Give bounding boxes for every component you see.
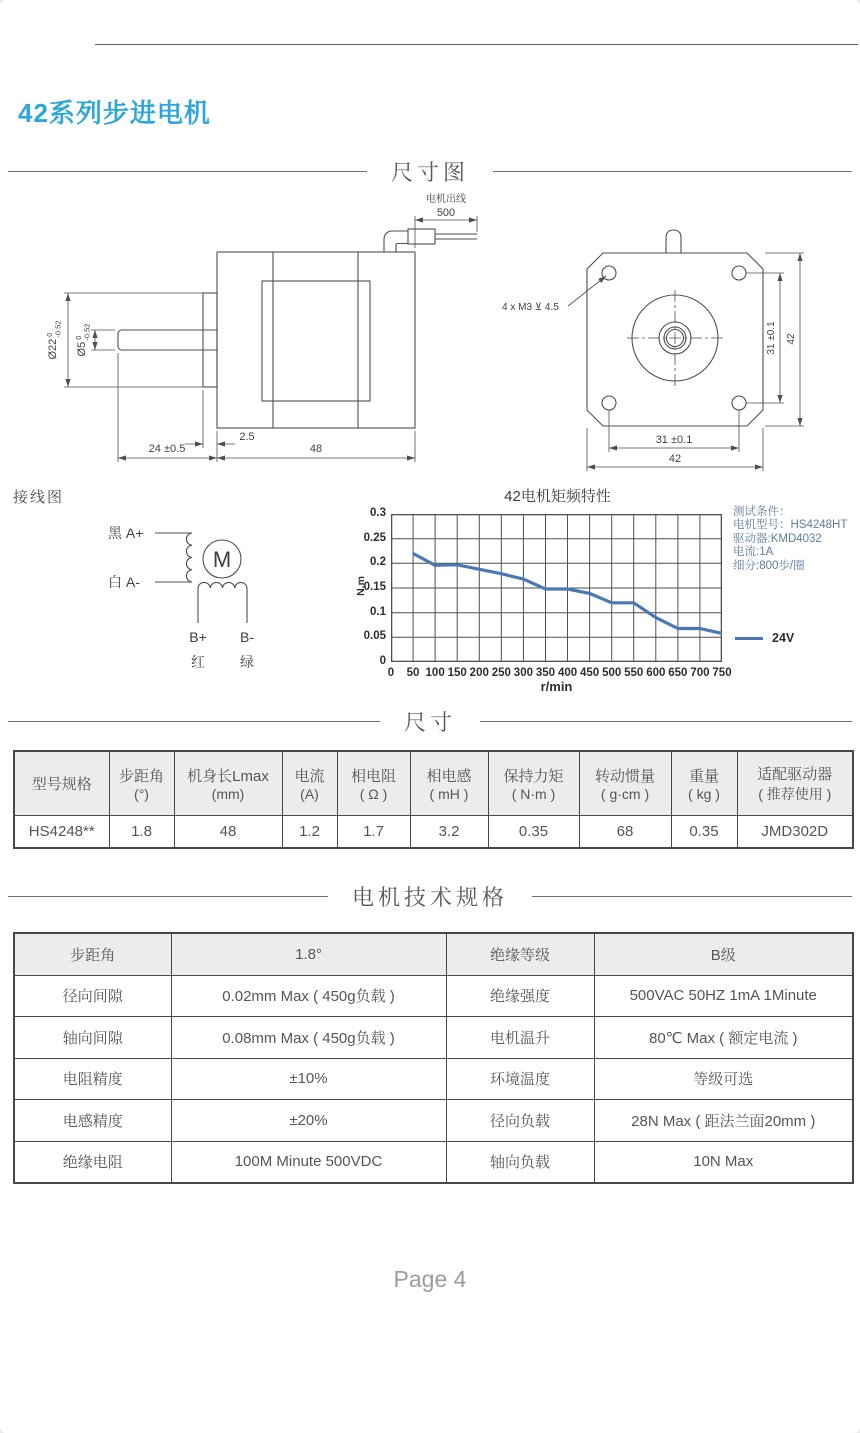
spec-value: B级 (594, 933, 853, 975)
y-tick-label: 0.2 (370, 556, 386, 569)
spec-label: 轴向间隙 (14, 1017, 171, 1059)
lead-wire-label: 电机出线 (426, 194, 466, 205)
wiring-diagram-title: 接线图 (13, 489, 65, 506)
x-tick-label: 150 (447, 667, 467, 679)
pilot-boss (203, 293, 217, 387)
x-tick-label: 350 (535, 667, 556, 679)
x-tick-label: 400 (557, 667, 578, 679)
table-header-row (14, 751, 853, 816)
cell-current: 1.2 (282, 816, 337, 849)
x-tick-label: 50 (406, 667, 420, 679)
cell-rotor-inertia: 68 (579, 816, 671, 849)
section-title: 尺寸 (404, 710, 457, 735)
cell-phase-inductance: 3.2 (410, 816, 488, 849)
page-title: 42系列步进电机 (18, 98, 211, 128)
col-header: 电流 (A) (282, 751, 337, 816)
chart-y-axis-label: N.m (354, 576, 367, 596)
section-header-specifications (8, 881, 852, 912)
y-tick-label: 0.1 (370, 605, 386, 618)
test-condition-line: 细分:800步/圈 (733, 559, 805, 572)
col-header: 机身长Lmax (mm) (174, 751, 282, 816)
specifications-table (13, 932, 854, 1184)
test-condition-line: 电流:1A (733, 546, 774, 559)
test-condition-line: 测试条件： (733, 506, 791, 518)
spec-label: 电感精度 (14, 1100, 171, 1142)
mount-holes-callout: 4 x M3 ⊻ 4.5 (502, 302, 559, 313)
dim-hole-spacing-h: 31 ±0.1 (655, 434, 693, 446)
spec-label: 电机温升 (446, 1017, 594, 1059)
spec-value: 28N Max ( 距法兰面20mm ) (594, 1100, 853, 1142)
page-number: Page 4 (393, 1266, 467, 1292)
wiring-diagram (100, 515, 280, 675)
col-header: 相电阻 ( Ω ) (337, 751, 410, 816)
cell-driver: JMD302D (737, 816, 853, 849)
spec-value: 0.08mm Max ( 450g负载 ) (171, 1017, 446, 1059)
col-header: 转动惯量 ( g·cm ) (579, 751, 671, 816)
table-row (14, 1058, 853, 1100)
dim-overall-height: 42 (786, 333, 797, 345)
legend-label: 24V (772, 631, 795, 645)
x-tick-label: 250 (491, 667, 511, 679)
col-header: 保持力矩 ( N·m ) (488, 751, 579, 816)
spec-value: 1.8° (171, 933, 446, 975)
section-header-dimension-drawing (8, 156, 852, 187)
y-tick-label: 0.05 (363, 630, 386, 643)
dim-shaft-dia: $Ø5^0-0.52$ (74, 323, 92, 357)
spec-value: 500VAC 50HZ 1mA 1Minute (594, 975, 853, 1017)
lead-wire-connector (408, 229, 435, 244)
side-view-drawing (40, 190, 490, 475)
spec-label: 环境温度 (446, 1058, 594, 1100)
spec-value: 10N Max (594, 1141, 853, 1183)
phase-a-plus-label: 黑 A+ (108, 525, 144, 541)
test-conditions (733, 506, 847, 573)
section-title: 电机技术规格 (352, 885, 509, 910)
col-header: 适配驱动器 ( 推荐使用 ) (737, 751, 853, 816)
header-rule-left (8, 896, 328, 897)
dim-flange-dia: $Ø22^0-0.52$ (45, 320, 63, 360)
b-minus-wire-color: 绿 (240, 654, 254, 670)
motor-shaft (118, 330, 217, 350)
test-condition-line: 驱动器:KMD4032 (733, 532, 822, 545)
b-plus-wire-color: 红 (191, 654, 205, 670)
phase-b-plus-label: B+ (189, 629, 207, 645)
mount-hole (732, 396, 746, 410)
chart-legend (735, 631, 794, 645)
chart-title: 42电机矩频特性 (504, 488, 611, 505)
table-row (14, 975, 853, 1017)
cell-weight: 0.35 (671, 816, 737, 849)
header-rule-right (532, 896, 852, 897)
dim-shaft-length: 24 ±0.5 (148, 443, 186, 455)
spec-label: 电阻精度 (14, 1058, 171, 1100)
spec-label: 径向间隙 (14, 975, 171, 1017)
phase-b-minus-label: B- (240, 629, 254, 645)
test-condition-line: 电机型号：HS4248HT (733, 519, 848, 532)
phase-a-coil (186, 533, 192, 582)
cell-body-length: 48 (174, 816, 282, 849)
col-header: 相电感 ( mH ) (410, 751, 488, 816)
spec-label: 轴向负载 (446, 1141, 594, 1183)
y-tick-label: 0 (379, 655, 386, 667)
x-tick-label: 200 (469, 667, 489, 679)
dimensions-table (13, 750, 854, 849)
dim-pilot-depth: 2.5 (239, 431, 255, 443)
dim-body-length: 48 (309, 443, 323, 455)
header-rule-right (480, 721, 852, 722)
x-tick-label: 650 (668, 667, 688, 679)
col-header: 重量 ( kg ) (671, 751, 737, 816)
table-row (14, 1017, 853, 1059)
torque-frequency-chart (354, 485, 860, 700)
header-rule-left (8, 171, 367, 172)
phase-b-coil (198, 582, 247, 588)
section-title: 尺寸图 (391, 160, 470, 185)
spec-value: 80℃ Max ( 额定电流 ) (594, 1017, 853, 1059)
col-header: 型号规格 (14, 751, 109, 816)
x-tick-label: 100 (425, 667, 445, 679)
spec-label: 径向负载 (446, 1100, 594, 1142)
x-tick-label: 450 (580, 667, 600, 679)
motor-label-area (262, 281, 370, 401)
mount-hole (602, 396, 616, 410)
dim-hole-spacing-v: 31 ±0.1 (766, 321, 777, 355)
top-rule (95, 44, 858, 45)
cable-exit-bump (666, 230, 681, 253)
x-tick-label: 600 (646, 667, 666, 679)
chart-plot-area (391, 514, 722, 662)
header-rule-right (493, 171, 852, 172)
table-row (14, 1141, 853, 1183)
phase-a-minus-label: 白 A- (108, 574, 140, 590)
spec-value: 0.02mm Max ( 450g负载 ) (171, 975, 446, 1017)
x-tick-label: 300 (513, 667, 533, 679)
dim-overall-width: 42 (668, 453, 682, 465)
x-tick-label: 700 (690, 667, 710, 679)
x-tick-label: 550 (624, 667, 644, 679)
table-row (14, 1100, 853, 1142)
legend-line-swatch (735, 637, 763, 640)
cell-step-angle: 1.8 (109, 816, 174, 849)
table-row (14, 816, 853, 849)
spec-label: 步距角 (14, 933, 171, 975)
chart-x-axis-label: r/min (540, 679, 573, 694)
spec-value: ±10% (171, 1058, 446, 1100)
motor-symbol: M (212, 547, 232, 572)
spec-label: 绝缘电阻 (14, 1141, 171, 1183)
header-rule-left (8, 721, 380, 722)
spec-label: 绝缘等级 (446, 933, 594, 975)
spec-value: 等级可选 (594, 1058, 853, 1100)
cell-holding-torque: 0.35 (488, 816, 579, 849)
motor-body (217, 252, 415, 428)
front-view-drawing (500, 215, 820, 480)
y-tick-label: 0.25 (363, 531, 386, 544)
col-header: 步距角 (°) (109, 751, 174, 816)
spec-value: 100M Minute 500VDC (171, 1141, 446, 1183)
x-tick-label: 500 (602, 667, 622, 679)
spec-label: 绝缘强度 (446, 975, 594, 1017)
x-tick-label: 0 (387, 667, 395, 679)
cell-phase-resistance: 1.7 (337, 816, 410, 849)
mount-hole (732, 266, 746, 280)
section-header-dimensions (8, 706, 852, 737)
spec-value: ±20% (171, 1100, 446, 1142)
dim-lead-length: 500 (436, 207, 456, 219)
y-tick-label: 0.3 (370, 507, 386, 519)
cell-model: HS4248** (14, 816, 109, 849)
y-tick-label: 0.15 (363, 581, 386, 593)
x-tick-label: 750 (712, 667, 732, 679)
table-row (14, 933, 853, 975)
